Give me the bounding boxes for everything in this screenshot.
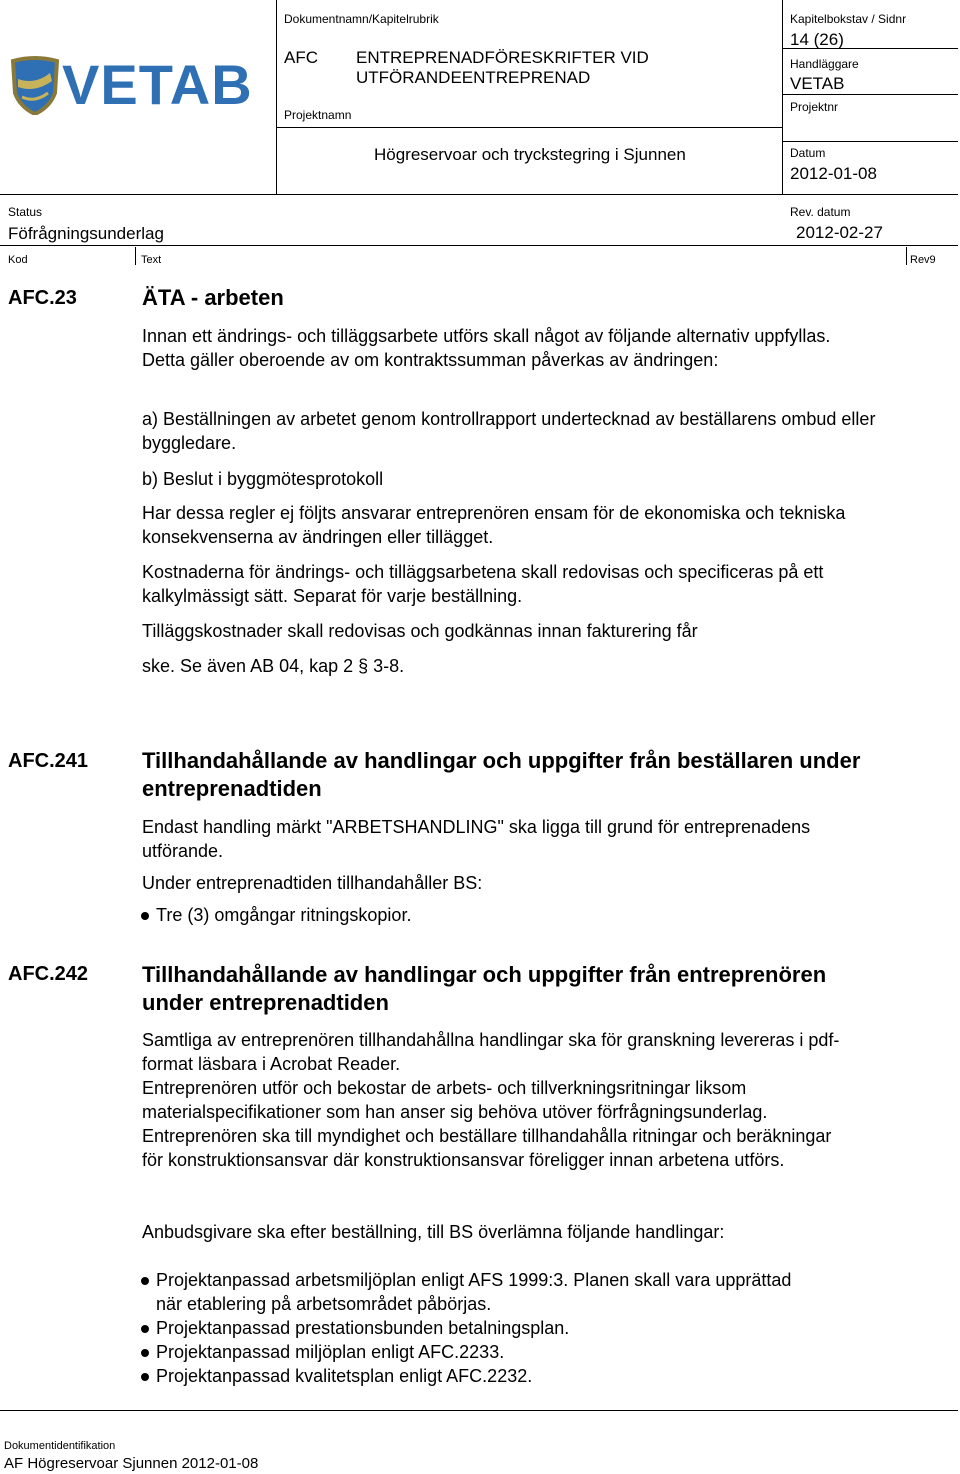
chapter-title-line1: ENTREPRENADFÖRESKRIFTER VID: [356, 48, 649, 67]
kod-label: Kod: [8, 254, 28, 266]
doc-id-value: AF Högreservoar Sjunnen 2012-01-08: [4, 1455, 259, 1472]
section-code: AFC.241: [8, 750, 89, 772]
paragraph: a) Beställningen av arbetet genom kontrollrapport undertecknad av beställarens ombud eller byggledare.: [142, 409, 876, 453]
vetab-logo: [10, 55, 255, 117]
datum-label: Datum: [790, 146, 826, 160]
paragraph: Tilläggskostnader skall redovisas och godkännas innan fakturering får: [142, 621, 698, 641]
paragraph: b) Beslut i byggmötesprotokoll: [142, 469, 384, 489]
paragraph: Anbudsgivare ska efter beställning, till BS överlämna följande handlingar:: [142, 1222, 725, 1242]
projektnamn-label: Projektnamn: [284, 108, 352, 122]
bullet-list: [142, 903, 882, 927]
paragraph: Kostnaderna för ändrings- och tilläggsarbetena skall redovisas och specificeras på ett kalkylmässigt sätt. Separat för varje beställning.: [142, 562, 824, 606]
section-code: AFC.23: [8, 287, 77, 309]
logo-text: VETAB: [62, 53, 253, 116]
section-code: AFC.242: [8, 963, 89, 985]
paragraph: Under entreprenadtiden tillhandahåller BS:: [142, 873, 483, 893]
paragraph: Har dessa regler ej följts ansvarar entreprenören ensam för de ekonomiska och tekniska konsekvenserna av ändringen eller tillägget.: [142, 503, 846, 547]
doc-id-label: Dokumentidentifikation: [4, 1440, 116, 1452]
paragraph: Samtliga av entreprenören tillhandahållna handlingar ska för granskning levereras i pdf-format läsbara i Acrobat Reader.: [142, 1030, 840, 1074]
page-number: 14 (26): [790, 30, 844, 49]
handlaggare-value: VETAB: [790, 74, 845, 93]
paragraph: ske. Se även AB 04, kap 2 § 3-8.: [142, 656, 405, 676]
bullet-list: [142, 1268, 822, 1388]
sidnr-label: Kapitelbokstav / Sidnr: [790, 12, 907, 26]
datum-value: 2012-01-08: [790, 164, 877, 183]
paragraph: Entreprenören ska till myndighet och beställare tillhandahålla ritningar och beräkningar för konstruktionsansvar där konstruktionsansvar föreligger innan arbetena utförs.: [142, 1126, 832, 1170]
section-title: Tillhandahållande av handlingar och uppgifter från beställaren under entreprenadtiden: [142, 748, 861, 801]
list-item: Projektanpassad arbetsmiljöplan enligt AFS 1999:3. Planen skall vara upprättad när etablering på arbetsområdet påbörjas.: [142, 1268, 822, 1316]
shield-icon: [10, 55, 60, 115]
chapter-title-line2: UTFÖRANDEENTREPRENAD: [356, 68, 591, 87]
paragraph: Innan ett ändrings- och tilläggsarbete utförs skall något av följande alternativ uppfyllas. Detta gäller oberoende av om kontraktssumman påverkas av ändringen:: [142, 326, 831, 370]
project-name: Högreservoar och tryckstegring i Sjunnen: [374, 145, 686, 164]
kapitelrubrik-label: Dokumentnamn/Kapitelrubrik: [284, 12, 439, 26]
afc-code: AFC: [284, 48, 318, 67]
section-title: ÄTA - arbeten: [142, 285, 284, 310]
paragraph: Endast handling märkt "ARBETSHANDLING" ska ligga till grund för entreprenadens utförande.: [142, 817, 811, 861]
handlaggare-label: Handläggare: [790, 57, 859, 71]
list-item: Projektanpassad prestationsbunden betalningsplan.: [142, 1316, 822, 1340]
list-item: Projektanpassad miljöplan enligt AFC.2233.: [142, 1340, 822, 1364]
rev-datum-value: 2012-02-27: [796, 223, 883, 242]
paragraph: Entreprenören utför och bekostar de arbets- och tillverkningsritningar liksom materialspecifikationer som han anser sig behöva utöver förfrågningsunderlag.: [142, 1078, 768, 1122]
section-title: Tillhandahållande av handlingar och uppgifter från entreprenören under entreprenadtiden: [142, 962, 827, 1015]
rev-datum-label: Rev. datum: [790, 205, 851, 219]
rev-label: Rev9: [910, 254, 936, 266]
text-label: Text: [141, 254, 162, 266]
status-label: Status: [8, 205, 43, 219]
list-item: Tre (3) omgångar ritningskopior.: [142, 903, 882, 927]
list-item: Projektanpassad kvalitetsplan enligt AFC.2232.: [142, 1364, 822, 1388]
projektnr-label: Projektnr: [790, 100, 839, 114]
status-value: Föfrågningsunderlag: [8, 224, 164, 243]
